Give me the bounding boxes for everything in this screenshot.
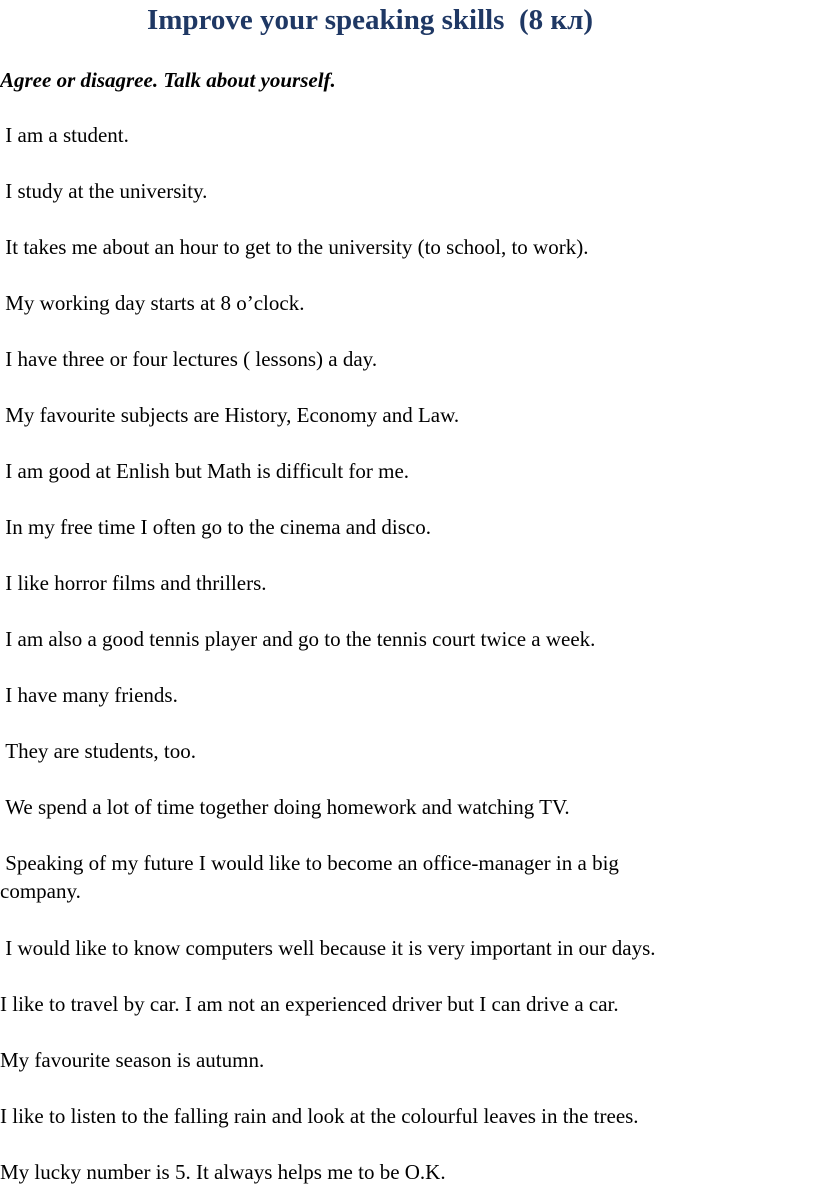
statement: I am also a good tennis player and go to the tennis court twice a week. <box>0 627 596 651</box>
statement: My working day starts at 8 o’clock. <box>0 291 305 315</box>
instruction: Agree or disagree. Talk about yourself. <box>0 68 336 92</box>
statement: I like to listen to the falling rain and look at the colourful leaves in the trees. <box>0 1104 639 1128</box>
statement: We spend a lot of time together doing homework and watching TV. <box>0 795 570 819</box>
page-title: Improve your speaking skills (8 кл) <box>146 4 594 36</box>
statement: It takes me about an hour to get to the university (to school, to work). <box>0 235 589 259</box>
statement: I like to travel by car. I am not an experienced driver but I can drive a car. <box>0 992 619 1016</box>
statement: I like horror films and thrillers. <box>0 571 267 595</box>
statement: I study at the university. <box>0 179 208 203</box>
statement: I am a student. <box>0 123 129 147</box>
statement: I would like to know computers well because it is very important in our days. <box>0 936 656 960</box>
statement: My favourite season is autumn. <box>0 1048 265 1072</box>
statement: I am good at Enlish but Math is difficult for me. <box>0 459 410 483</box>
statement: Speaking of my future I would like to become an office-manager in a big company. <box>0 851 619 903</box>
statement: I have many friends. <box>0 683 178 707</box>
statement: My lucky number is 5. It always helps me to be O.K. <box>0 1160 446 1184</box>
statement: My favourite subjects are History, Economy and Law. <box>0 403 460 427</box>
statement: In my free time I often go to the cinema and disco. <box>0 515 431 539</box>
statement: I have three or four lectures ( lessons) a day. <box>0 347 378 371</box>
statement: They are students, too. <box>0 739 196 763</box>
